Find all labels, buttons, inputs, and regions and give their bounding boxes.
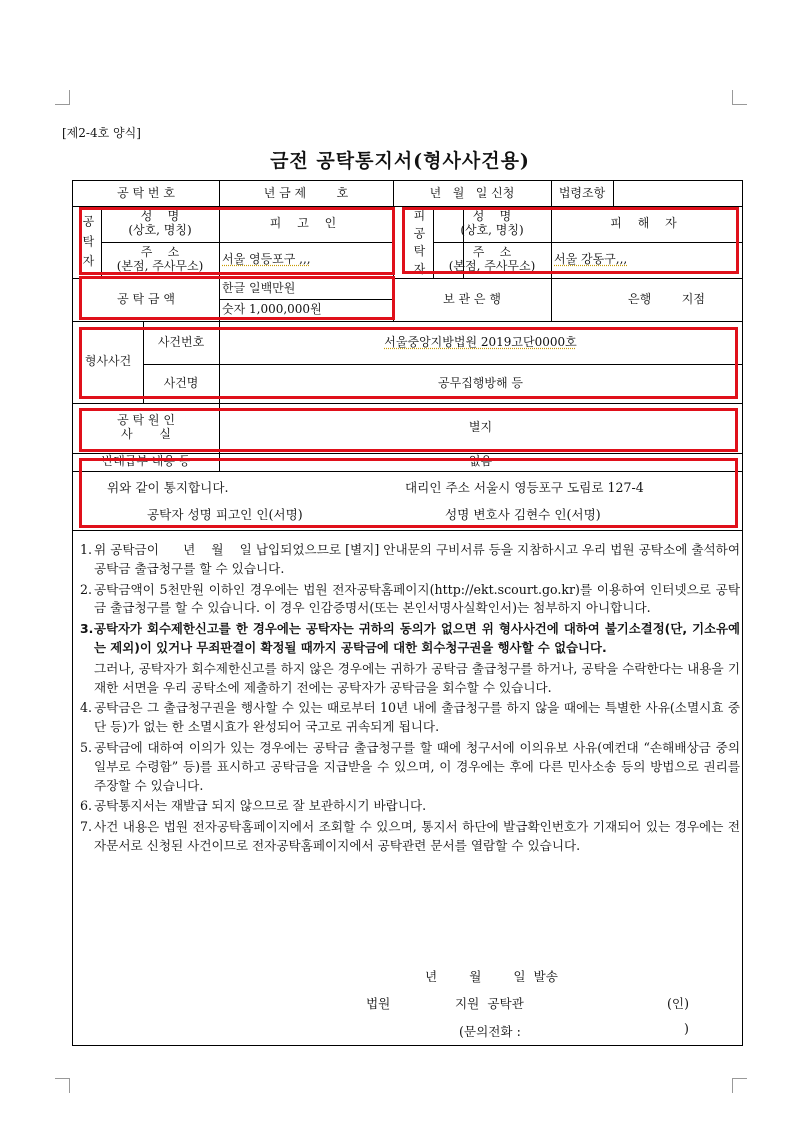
inquiry-phone-close: ): [684, 1021, 689, 1036]
deposit-number-value: 년 금 제 호: [263, 185, 349, 200]
agent-signature[interactable]: 성명 변호사 김현수 인(서명): [445, 506, 601, 522]
note-text: 공탁자가 회수제한신고를 한 경우에는 공탁자는 귀하의 동의가 없으면 위 형사사건에 대하여 불기소결정(단, 기소유예는 제외)이 있거나 무죄판결이 확정될 때까지 공탁금에 대한 회수청구권을 행사할 수 없습니다.: [94, 621, 740, 655]
counter-label: 반대급부 내용 등: [101, 454, 191, 469]
receiver-name-value[interactable]: 피 해 자: [610, 216, 683, 231]
highlight-criminal-case: [79, 327, 738, 399]
note-number: 4.: [80, 700, 93, 716]
note-item: [80, 541, 745, 579]
note-text: 공탁금은 그 출급청구권을 행사할 수 있는 때로부터 10년 내에 출급청구를 하지 않을 때에는 특별한 사유(소멸시효 중단 등)가 없는 한 소멸시효가 완성되어 국고로 귀속되게 됩니다.: [94, 700, 740, 735]
note-text: 공탁금에 대하여 이의가 있는 경우에는 공탁금 출급청구를 할 때에 청구서에 이의유보 사유(예컨대 “손해배상금 중의 일부로 수령함” 등)를 표시하고 공탁금을 지급받을 수 있으며, 이 경우에는 후에 다른 민사소송 등의 방법으로 권리를 주장할 수 있습니다.: [94, 739, 740, 793]
dispatch-date: 년 월 일 발송: [425, 969, 558, 984]
note-text: 위 공탁금이 년 월 일 납입되었으므로 [별지] 안내문의 구비서류 등을 지참하시고 우리 법원 공탁소에 출석하여 공탁금 출급청구를 할 수 있습니다.: [94, 542, 745, 576]
note-item: [80, 620, 740, 658]
amount-label: 공 탁 금 액: [117, 291, 175, 306]
law-article-value[interactable]: [613, 181, 742, 206]
highlight-amount: [79, 276, 395, 320]
deposit-officer: 지원 공탁관: [455, 996, 524, 1011]
highlight-cause: [79, 408, 738, 452]
note-number: 5.: [80, 739, 93, 755]
bank-value[interactable]: 은행 지점: [628, 291, 705, 306]
agent-address[interactable]: 대리인 주소 서울시 영등포구 도림로 127-4: [405, 479, 644, 495]
receiver-name-sub: (상호, 명칭): [460, 223, 524, 237]
inquiry-phone: (문의전화 :: [459, 1024, 521, 1039]
crop-mark-top-right: [732, 90, 747, 105]
depositor-name-label: 성 명: [140, 209, 180, 224]
form-label: [제2-4호 양식]: [62, 126, 141, 140]
note-item: [80, 581, 740, 619]
note-text: 공탁금액이 5천만원 이하인 경우에는 법원 전자공탁홈페이지(http://ekt.scourt.go.kr)를 이용하여 인터넷으로 공탁금 출급청구를 할 수 있습니다. 이 경우 인감증명서(또는 본인서명사실확인서)는 첨부하지 아니합니다.: [94, 581, 740, 616]
crop-mark-bottom-right: [732, 1078, 747, 1093]
cause-label-line2: 사 실: [121, 427, 171, 441]
depositor-name-sub: (상호, 명칭): [128, 223, 192, 237]
depositor-name-value[interactable]: 피 고 인: [269, 216, 343, 231]
note-item: [80, 699, 740, 737]
apply-date: 년 월 일 신청: [429, 185, 515, 200]
note-item: [80, 739, 740, 795]
court-name: 법원: [366, 996, 391, 1011]
amount-number[interactable]: 숫자 1,000,000원: [222, 302, 322, 317]
note-number: 7.: [80, 819, 93, 835]
depositor-signature[interactable]: 공탁자 성명 피고인 인(서명): [147, 506, 303, 522]
note-text: 공탁통지서는 재발급 되지 않으므로 잘 보관하시기 바랍니다.: [94, 798, 427, 814]
note-number: 6.: [80, 798, 93, 814]
note-number: 1.: [80, 542, 93, 557]
amount-korean[interactable]: 한글 일백만원: [222, 280, 296, 295]
notice-statement: 위와 같이 통지합니다.: [107, 479, 229, 495]
case-number-value[interactable]: 서울중앙지방법원 2019고단0000호: [384, 334, 577, 349]
page-title: 금전 공탁통지서(형사사건용): [270, 150, 530, 172]
highlight-notice: [79, 458, 738, 528]
officer-seal: (인): [667, 996, 689, 1011]
highlight-receiver: [402, 207, 739, 274]
receiver-address-value[interactable]: 서울 강동구,,,: [554, 252, 628, 267]
receiver-address-label: 주 소: [472, 245, 512, 260]
depositor-address-value[interactable]: 서울 영등포구 ,,,: [222, 252, 311, 267]
depositor-address-label: 주 소: [140, 245, 180, 260]
cause-label-line1: 공 탁 원 인: [117, 413, 175, 428]
deposit-number-label: 공 탁 번 호: [117, 185, 175, 200]
note-item: [80, 818, 740, 856]
note-item: [80, 797, 740, 816]
receiver-name-label: 성 명: [472, 209, 512, 224]
crop-mark-bottom-left: [55, 1078, 70, 1093]
case-name-value[interactable]: 공무집행방해 등: [438, 375, 523, 390]
case-name-label: 사건명: [163, 375, 199, 390]
receiver-address-sub: (본점, 주사무소): [448, 259, 536, 273]
receiver-side-label: 피 공 탁 자: [411, 208, 426, 276]
counter-value[interactable]: 없음: [468, 454, 493, 469]
criminal-case-label: 형사사건: [84, 354, 132, 369]
note-number: 2.: [80, 581, 93, 597]
crop-mark-top-left: [55, 90, 70, 105]
note-paragraph: 그러나, 공탁자가 회수제한신고를 하지 않은 경우에는 귀하가 공탁금 출급청구를 하거나, 공탁을 수락한다는 내용을 기재한 서면을 우리 공탁소에 제출하기 전에는 공탁자가 공탁금을 회수할 수 있습니다.: [94, 660, 740, 695]
notes-section: [80, 541, 745, 858]
note-number: 3.: [80, 621, 94, 637]
bank-label: 보 관 은 행: [443, 291, 501, 306]
cause-value[interactable]: 별지: [468, 420, 493, 435]
case-number-label: 사건번호: [157, 334, 205, 349]
depositor-address-sub: (본점, 주사무소): [116, 259, 204, 273]
law-article-label: 법령조항: [558, 185, 606, 200]
note-text: 사건 내용은 법원 전자공탁홈페이지에서 조회할 수 있으며, 통지서 하단에 발급확인번호가 기재되어 있는 경우에는 전자문서로 신청된 사건이므로 전자공탁홈페이지에서 공탁관련 문서를 열람할 수 있습니다.: [94, 819, 740, 853]
depositor-side-label: 공 탁 자: [80, 215, 95, 269]
highlight-depositor: [79, 207, 395, 275]
